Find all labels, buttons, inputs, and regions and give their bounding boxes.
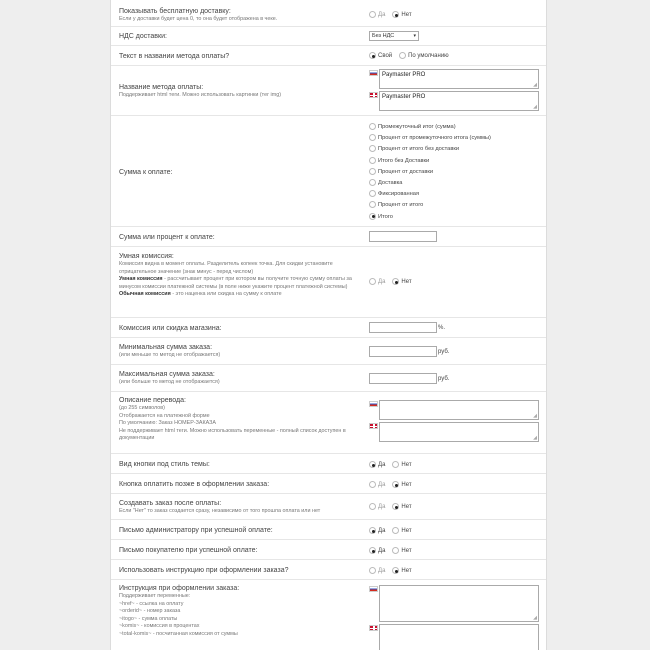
max-sum-input[interactable] bbox=[369, 373, 437, 384]
sum-option-label: Процент от итого без доставки bbox=[378, 146, 460, 153]
settings-panel bbox=[110, 0, 547, 650]
pay-later-yes-label: Да bbox=[378, 481, 386, 488]
method-name-ru-value: Paymaster PRO bbox=[382, 72, 426, 78]
vat-label: НДС доставки: bbox=[119, 33, 167, 40]
min-sum-hint: (или меньше то метод не отображается) bbox=[119, 352, 221, 358]
sum-option[interactable] bbox=[369, 157, 429, 164]
instr-h4: ~itogo~ - сумма оплаты bbox=[119, 615, 178, 622]
method-name-label: Название метода оплаты: bbox=[119, 84, 204, 91]
pay-title-own-label: Свой bbox=[378, 52, 393, 59]
flag-ru-icon bbox=[369, 70, 378, 76]
free-delivery-yes-radio[interactable] bbox=[369, 11, 376, 18]
resize-grip-icon: ◢ bbox=[533, 413, 537, 419]
sum-option-radio[interactable] bbox=[369, 145, 376, 152]
commission-label: Комиссия или скидка магазина: bbox=[119, 325, 222, 332]
instr-en-textarea[interactable] bbox=[379, 624, 539, 650]
mail-admin-no-radio[interactable] bbox=[392, 527, 399, 534]
free-delivery-no-radio[interactable] bbox=[392, 11, 399, 18]
sum-option[interactable] bbox=[369, 179, 402, 186]
sum-option-radio[interactable] bbox=[369, 201, 376, 208]
instr-h3: ~orderid~ - номер заказа bbox=[119, 608, 181, 614]
smart-yes-label: Да bbox=[378, 278, 386, 285]
min-sum-suffix: руб. bbox=[438, 349, 450, 355]
sum-option-radio[interactable] bbox=[369, 213, 376, 220]
sum-option[interactable] bbox=[369, 201, 423, 208]
smart-hint3: Обычная комиссия - это наценка или скидка на сумму к оплате bbox=[119, 291, 282, 297]
descr-h4: Не поддерживает html теги. Можно использовать переменные - полный список доступен в документации bbox=[119, 427, 346, 441]
use-instr-yes-radio[interactable] bbox=[369, 567, 376, 574]
max-sum-label: Максимальная сумма заказа: bbox=[119, 371, 215, 378]
method-name-en-value: Paymaster PRO bbox=[382, 94, 426, 100]
pay-later-yes-radio[interactable] bbox=[369, 481, 376, 488]
descr-label: Описание перевода: bbox=[119, 397, 186, 404]
theme-btn-no-label: Нет bbox=[401, 461, 412, 468]
sum-option-radio[interactable] bbox=[369, 134, 376, 141]
sum-option-label: Доставка bbox=[378, 180, 403, 186]
vat-select-value: Без НДС bbox=[372, 33, 395, 39]
sum-percent-label: Сумма или процент к оплате: bbox=[119, 234, 215, 241]
free-delivery-label: Показывать бесплатную доставку: bbox=[119, 8, 231, 15]
sum-option-radio[interactable] bbox=[369, 123, 376, 130]
descr-en-textarea[interactable] bbox=[379, 422, 539, 442]
mail-buyer-no-radio[interactable] bbox=[392, 547, 399, 554]
pay-later-label: Кнопка оплатить позже в оформлении заказа: bbox=[119, 481, 270, 488]
method-name-en-textarea[interactable] bbox=[379, 91, 539, 111]
min-sum-label: Минимальная сумма заказа: bbox=[119, 344, 213, 351]
row-pay-later bbox=[111, 474, 546, 494]
row-theme-button bbox=[111, 454, 546, 474]
sum-option-label: Процент от доставки bbox=[378, 168, 434, 175]
mail-buyer-label: Письмо покупателю при успешной оплате: bbox=[119, 547, 258, 554]
instr-label: Инструкция при оформлении заказа: bbox=[119, 585, 240, 592]
flag-en-icon bbox=[369, 625, 378, 631]
theme-btn-yes-label: Да bbox=[378, 461, 386, 468]
theme-btn-yes-radio[interactable] bbox=[369, 461, 376, 468]
descr-h1: (до 255 символов) bbox=[119, 405, 165, 411]
sum-option-label: Итого без Доставки bbox=[378, 157, 430, 164]
max-sum-suffix: руб. bbox=[438, 376, 450, 382]
resize-grip-icon: ◢ bbox=[533, 82, 537, 88]
flag-en-icon bbox=[369, 423, 378, 429]
sum-option-label: Процент от промежуточного итога (суммы) bbox=[378, 135, 491, 142]
mail-buyer-yes-radio[interactable] bbox=[369, 547, 376, 554]
instr-h5: ~komis~ - комиссия в процентах bbox=[119, 623, 200, 629]
row-free-delivery bbox=[111, 0, 546, 27]
create-order-yes-radio[interactable] bbox=[369, 503, 376, 510]
resize-grip-icon: ◢ bbox=[533, 435, 537, 441]
sum-option-radio[interactable] bbox=[369, 179, 376, 186]
free-delivery-yes-label: Да bbox=[378, 11, 386, 18]
sum-option-label: Фиксированная bbox=[378, 191, 420, 198]
min-sum-input[interactable] bbox=[369, 346, 437, 357]
row-vat bbox=[111, 27, 546, 46]
sum-option-label: Промежуточный итог (сумма) bbox=[378, 124, 456, 130]
create-order-no-radio[interactable] bbox=[392, 503, 399, 510]
sum-option-radio[interactable] bbox=[369, 190, 376, 197]
sum-option[interactable] bbox=[369, 134, 491, 141]
use-instr-no-label: Нет bbox=[401, 567, 412, 574]
use-instr-yes-label: Да bbox=[378, 567, 386, 574]
commission-input[interactable] bbox=[369, 322, 437, 333]
mail-admin-no-label: Нет bbox=[401, 527, 412, 534]
sum-percent-input[interactable] bbox=[369, 231, 437, 242]
create-order-no-label: Нет bbox=[401, 503, 412, 510]
sum-option-radio[interactable] bbox=[369, 157, 376, 164]
pay-later-no-label: Нет bbox=[401, 481, 412, 488]
flag-en-icon bbox=[369, 92, 378, 98]
sum-option[interactable] bbox=[369, 213, 393, 220]
sum-option-label: Итого bbox=[378, 213, 393, 220]
flag-ru-icon bbox=[369, 586, 378, 592]
create-order-label: Создавать заказ после оплаты: bbox=[119, 500, 222, 507]
use-instr-label: Использовать инструкцию при оформлении заказа? bbox=[119, 567, 289, 574]
row-sum-percent bbox=[111, 227, 546, 247]
sum-label: Сумма к оплате: bbox=[119, 169, 173, 176]
resize-grip-icon: ◢ bbox=[533, 615, 537, 621]
row-max-sum bbox=[111, 365, 546, 392]
instr-h6: ~total-komis~ - посчитанная комиссия от суммы bbox=[119, 630, 238, 637]
max-sum-hint: (или больше то метод не отображается) bbox=[119, 379, 220, 385]
sum-option[interactable] bbox=[369, 190, 419, 197]
row-mail-admin bbox=[111, 520, 546, 540]
row-commission bbox=[111, 318, 546, 338]
method-name-hint: Поддерживает html теги. Можно использовать картинки (тег img) bbox=[119, 92, 282, 98]
theme-btn-label: Вид кнопки под стиль темы: bbox=[119, 461, 210, 468]
instr-h2: ~href~ - ссылка на оплату bbox=[119, 600, 184, 607]
pay-title-default-radio[interactable] bbox=[399, 52, 406, 59]
vat-select[interactable] bbox=[369, 31, 419, 41]
row-method-name bbox=[111, 66, 546, 116]
mail-buyer-no-label: Нет bbox=[401, 547, 412, 554]
sum-option-radio[interactable] bbox=[369, 168, 376, 175]
sum-option[interactable] bbox=[369, 168, 433, 175]
row-sum bbox=[111, 116, 546, 227]
create-order-hint: Если "Нет" то заказ создается сразу, независимо от того прошла оплата или нет bbox=[119, 508, 321, 514]
sum-option[interactable] bbox=[369, 123, 456, 130]
theme-btn-no-radio[interactable] bbox=[392, 461, 399, 468]
instr-h1: Поддерживает переменные: bbox=[119, 593, 191, 599]
pay-title-own-radio[interactable] bbox=[369, 52, 376, 59]
row-pay-title bbox=[111, 46, 546, 66]
mail-admin-yes-radio[interactable] bbox=[369, 527, 376, 534]
smart-label: Умная комиссия: bbox=[119, 253, 174, 260]
free-delivery-radios bbox=[369, 11, 417, 18]
mail-admin-label: Письмо администратору при успешной оплате: bbox=[119, 527, 273, 534]
sum-option-label: Процент от итого bbox=[378, 202, 424, 209]
commission-suffix: %. bbox=[438, 325, 446, 331]
pay-later-no-radio[interactable] bbox=[392, 481, 399, 488]
resize-grip-icon: ◢ bbox=[533, 104, 537, 110]
row-create-order bbox=[111, 494, 546, 520]
sum-option[interactable] bbox=[369, 145, 459, 152]
descr-h2: Отображается на платежной форме bbox=[119, 412, 210, 419]
method-name-ru-textarea[interactable] bbox=[379, 69, 539, 89]
use-instr-no-radio[interactable] bbox=[392, 567, 399, 574]
descr-ru-textarea[interactable] bbox=[379, 400, 539, 420]
row-smart-commission bbox=[111, 247, 546, 318]
row-mail-buyer bbox=[111, 540, 546, 560]
row-min-sum bbox=[111, 338, 546, 365]
create-order-yes-label: Да bbox=[378, 503, 386, 510]
flag-ru-icon bbox=[369, 401, 378, 407]
pay-title-label: Текст в названии метода оплаты? bbox=[119, 53, 230, 60]
descr-h3: По умолчанию: Заказ НОМЕР-ЗАКАЗА bbox=[119, 420, 217, 426]
smart-no-label: Нет bbox=[401, 278, 412, 285]
pay-title-default-label: По умолчанию bbox=[408, 52, 449, 59]
smart-hint1: Комиссия видна в момент оплаты. Разделитель копеек точка. Для скидки установите отрицательное значение (знак минус - перед числом) bbox=[119, 261, 333, 275]
instr-ru-textarea[interactable] bbox=[379, 585, 539, 622]
smart-yes-radio[interactable] bbox=[369, 278, 376, 285]
free-delivery-hint: Если у доставки будет цена 0, то она будет отображена в чеке. bbox=[119, 16, 278, 22]
free-delivery-no-label: Нет bbox=[401, 11, 412, 18]
chevron-down-icon: ▾ bbox=[413, 33, 416, 39]
mail-buyer-yes-label: Да bbox=[378, 547, 386, 554]
row-description bbox=[111, 392, 546, 454]
row-instruction bbox=[111, 580, 546, 650]
mail-admin-yes-label: Да bbox=[378, 527, 386, 534]
smart-no-radio[interactable] bbox=[392, 278, 399, 285]
row-use-instruction bbox=[111, 560, 546, 580]
smart-hint2: Умная комиссия - рассчитывает процент при котором вы получите точную сумму оплаты за минусом комиссии платежной системы (в поле ниже укажите процент платежной системы) bbox=[119, 276, 352, 290]
